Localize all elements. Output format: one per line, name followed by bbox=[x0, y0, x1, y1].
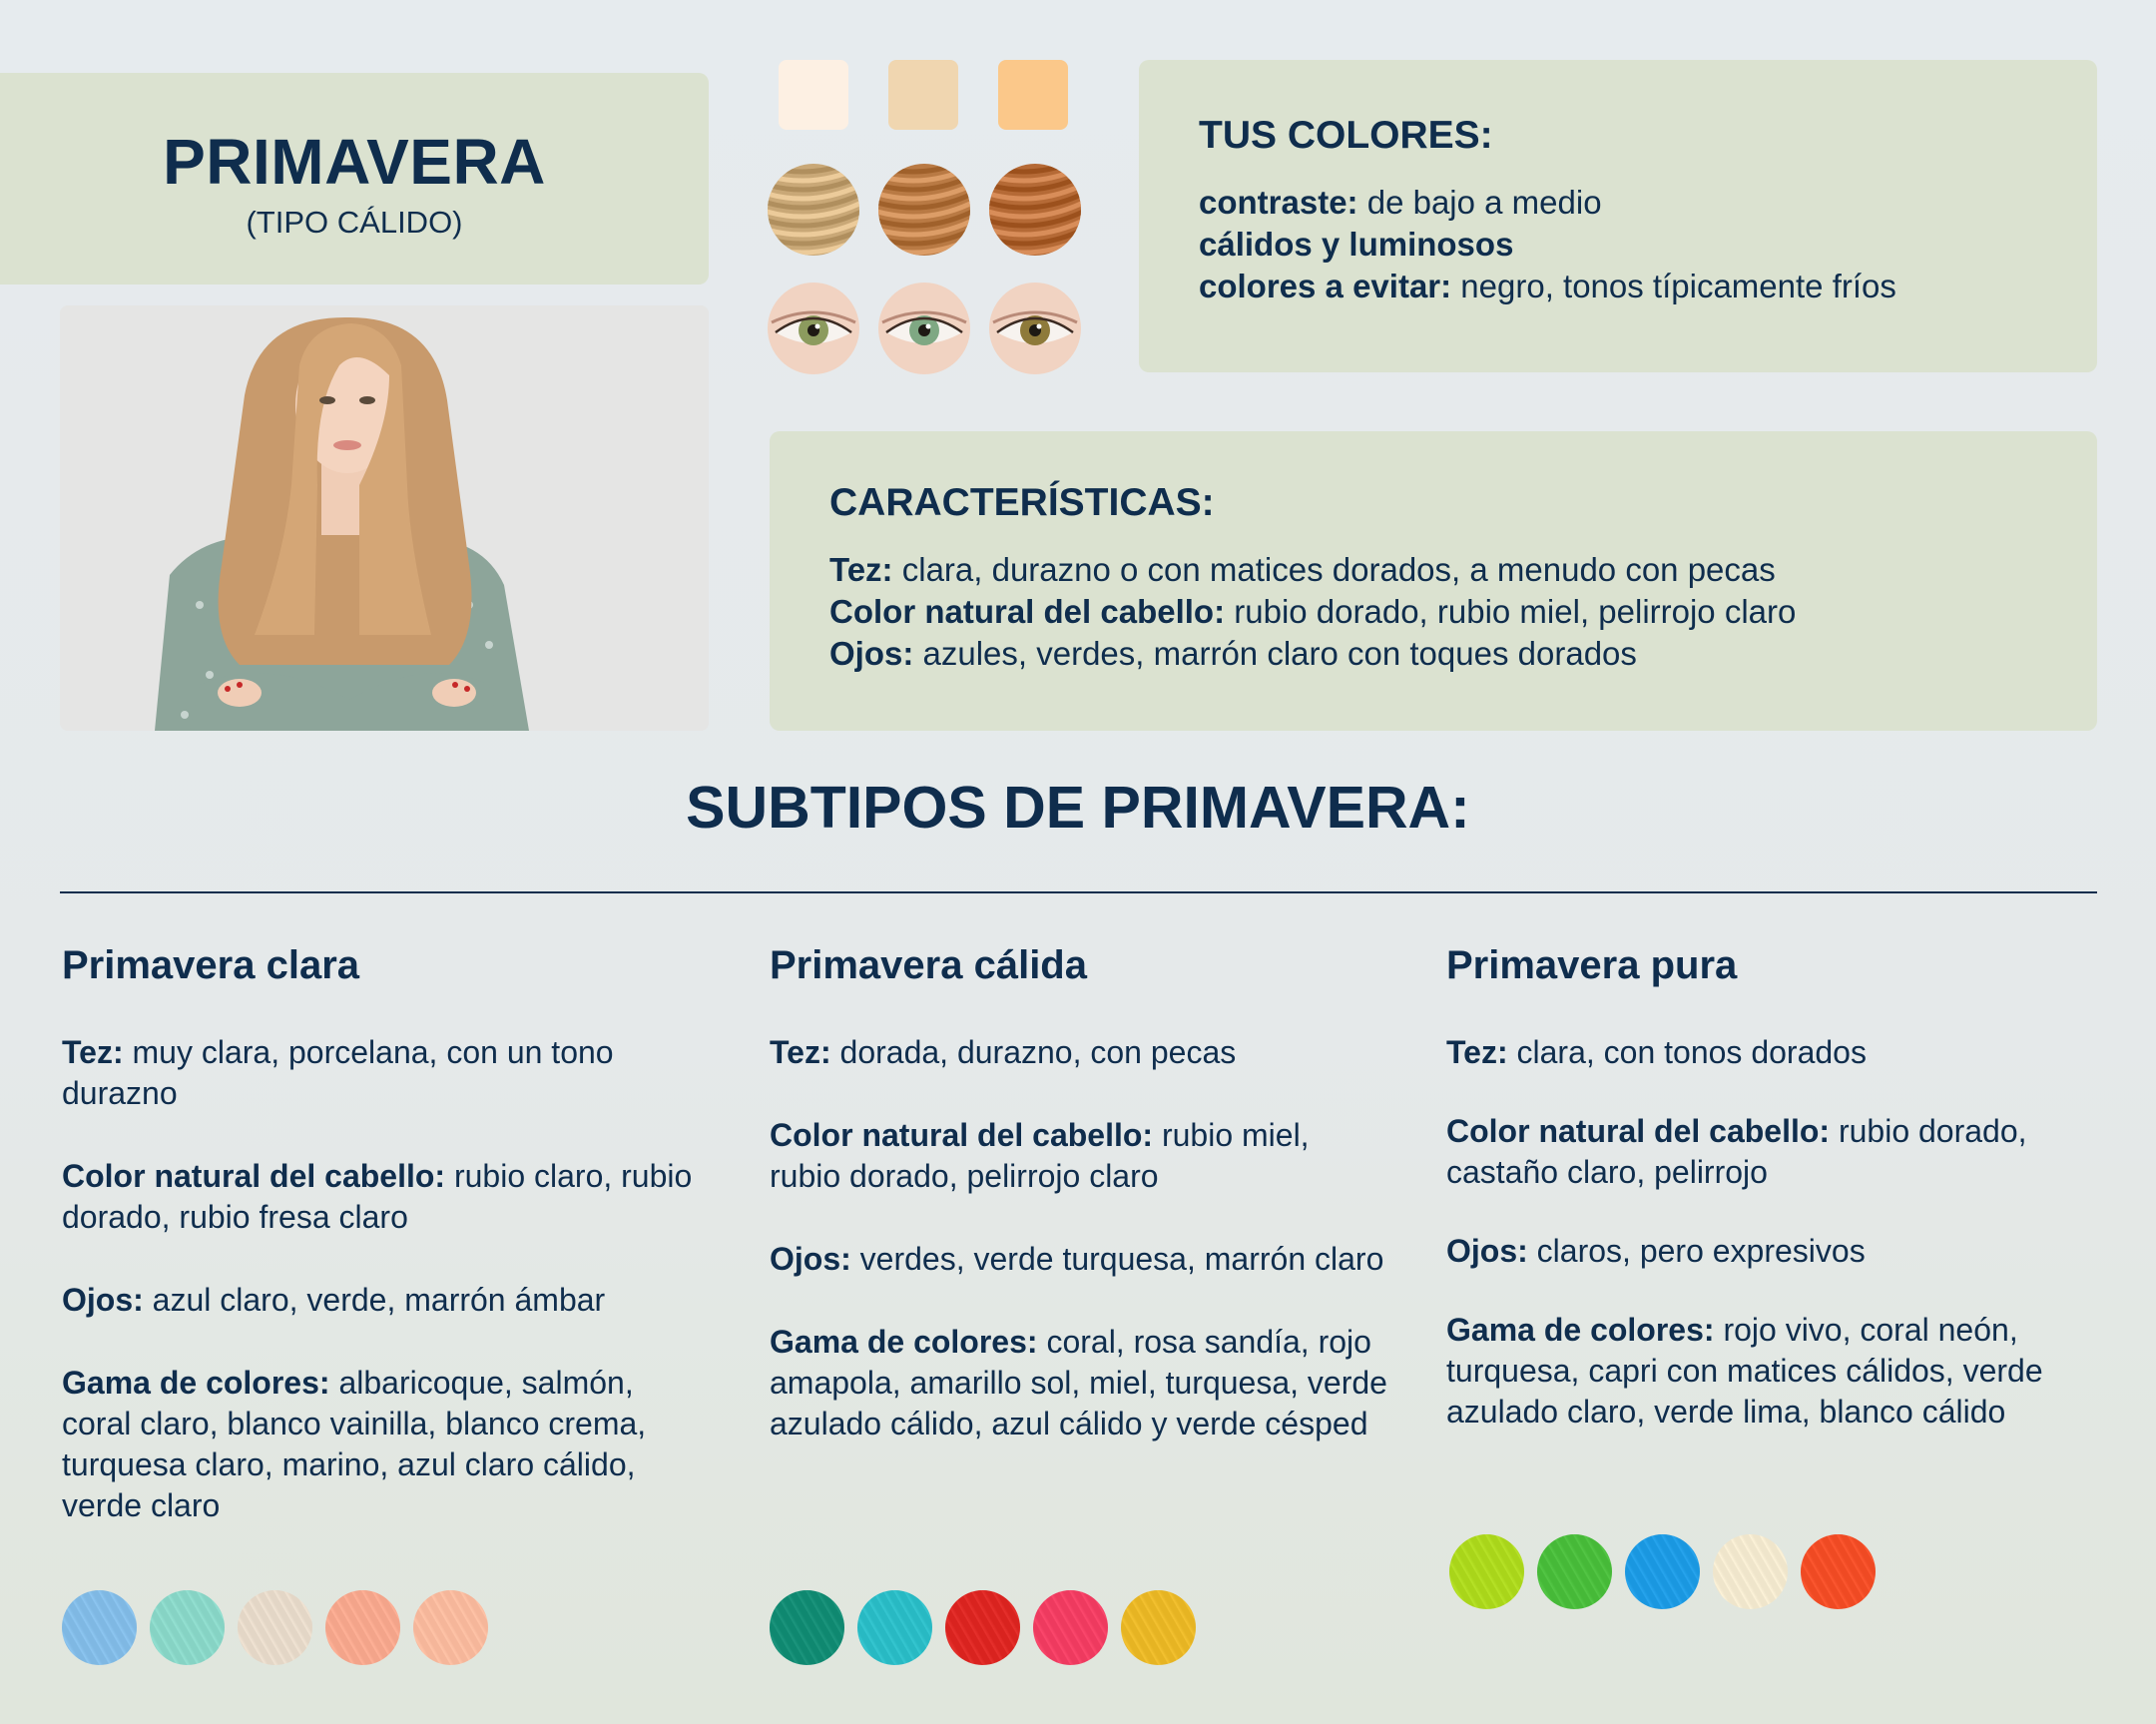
hair-copper-icon bbox=[989, 164, 1081, 256]
contrast-line bbox=[1199, 182, 2097, 224]
palette-value: coral, rosa sandía, rojo amapola, amarillo sol, miel, turquesa, verde azulado cálido, azul cálido y verde césped bbox=[770, 1324, 1387, 1441]
palette-dot bbox=[150, 1590, 225, 1665]
palette-dot bbox=[325, 1590, 400, 1665]
eyes-value: azul claro, verde, marrón ámbar bbox=[143, 1282, 606, 1318]
palette-dot bbox=[1713, 1534, 1788, 1609]
palette-dot bbox=[945, 1590, 1020, 1665]
subtype-hair bbox=[770, 1115, 1388, 1197]
portrait-photo bbox=[60, 305, 709, 731]
palette-dot bbox=[770, 1590, 844, 1665]
palette-label: Gama de colores: bbox=[770, 1324, 1038, 1360]
palette-label: Gama de colores: bbox=[62, 1365, 330, 1401]
hair-honey-icon bbox=[878, 164, 970, 256]
palette-dot bbox=[1801, 1534, 1876, 1609]
subtypes-heading: SUBTIPOS DE PRIMAVERA: bbox=[686, 775, 1470, 841]
hair-label: Color natural del cabello: bbox=[62, 1158, 446, 1194]
subtype-eyes bbox=[1446, 1231, 2095, 1272]
eyes-label: Ojos: bbox=[770, 1241, 851, 1277]
eyes-value: claros, pero expresivos bbox=[1527, 1233, 1866, 1269]
subtype-eyes bbox=[62, 1280, 711, 1321]
caracteristicas-panel bbox=[770, 431, 2097, 731]
palette-dot bbox=[413, 1590, 488, 1665]
subtype-column bbox=[770, 943, 1388, 1486]
hair-value: rubio dorado, rubio miel, pelirrojo claro bbox=[1225, 593, 1797, 630]
eyes-label: Ojos: bbox=[62, 1282, 144, 1318]
palette-dot bbox=[238, 1590, 312, 1665]
hair-value: rubio miel, rubio dorado, pelirrojo claro bbox=[770, 1117, 1310, 1194]
eye-turquoise-icon bbox=[878, 283, 970, 374]
hair-label: Color natural del cabello: bbox=[1446, 1113, 1831, 1149]
subtype-title: Primavera clara bbox=[62, 943, 360, 987]
eyes-line bbox=[829, 633, 2097, 675]
tez-value: clara, durazno o con matices dorados, a menudo con pecas bbox=[892, 551, 1776, 588]
tus-colores-heading: TUS COLORES: bbox=[1199, 114, 1493, 157]
subtype-hair bbox=[62, 1156, 711, 1238]
caracteristicas-heading: CARACTERÍSTICAS: bbox=[829, 481, 1215, 524]
skin-swatch bbox=[998, 60, 1068, 130]
eyes-label: Ojos: bbox=[829, 635, 914, 672]
subtype-tez bbox=[1446, 1032, 2095, 1073]
subtype-column bbox=[62, 943, 711, 1568]
eyes-value: azules, verdes, marrón claro con toques dorados bbox=[913, 635, 1637, 672]
avoid-label: colores a evitar: bbox=[1199, 268, 1452, 304]
subtype-hair bbox=[1446, 1111, 2095, 1193]
tez-value: clara, con tonos dorados bbox=[1507, 1034, 1867, 1070]
subtype-column bbox=[1446, 943, 2095, 1474]
skin-swatch bbox=[888, 60, 958, 130]
warm-label: cálidos y luminosos bbox=[1199, 226, 1514, 263]
avoid-value: negro, tonos típicamente fríos bbox=[1451, 268, 1896, 304]
tez-line bbox=[829, 549, 2097, 591]
page-title: PRIMAVERA bbox=[163, 126, 546, 198]
tez-label: Tez: bbox=[1446, 1034, 1508, 1070]
hair-line bbox=[829, 591, 2097, 633]
tez-label: Tez: bbox=[829, 551, 893, 588]
avoid-line bbox=[1199, 266, 2097, 307]
hair-value: rubio claro, rubio dorado, rubio fresa claro bbox=[62, 1158, 693, 1235]
contrast-label: contraste: bbox=[1199, 184, 1358, 221]
subtype-palette bbox=[62, 1363, 711, 1526]
tez-label: Tez: bbox=[62, 1034, 124, 1070]
palette-dot bbox=[1625, 1534, 1700, 1609]
tez-label: Tez: bbox=[770, 1034, 831, 1070]
palette-dot bbox=[62, 1590, 137, 1665]
subtype-palette bbox=[1446, 1310, 2095, 1433]
hair-label: Color natural del cabello: bbox=[829, 593, 1226, 630]
subtype-palette bbox=[770, 1322, 1388, 1444]
hair-light-blonde-icon bbox=[768, 164, 859, 256]
palette-dot bbox=[1449, 1534, 1524, 1609]
palette-dot bbox=[1537, 1534, 1612, 1609]
divider bbox=[60, 891, 2097, 893]
palette-dot bbox=[857, 1590, 932, 1665]
eye-amber-icon bbox=[989, 283, 1081, 374]
eye-green-icon bbox=[768, 283, 859, 374]
eyes-value: verdes, verde turquesa, marrón claro bbox=[850, 1241, 1384, 1277]
hair-value: rubio dorado, castaño claro, pelirrojo bbox=[1446, 1113, 2027, 1190]
palette-dot bbox=[1121, 1590, 1196, 1665]
page-subtitle: (TIPO CÁLIDO) bbox=[246, 205, 463, 240]
title-panel bbox=[0, 73, 709, 285]
eyes-label: Ojos: bbox=[1446, 1233, 1528, 1269]
palette-value: rojo vivo, coral neón, turquesa, capri con matices cálidos, verde azulado claro, verde lima, blanco cálido bbox=[1446, 1312, 2043, 1430]
palette-label: Gama de colores: bbox=[1446, 1312, 1715, 1348]
subtype-tez bbox=[62, 1032, 711, 1114]
warm-line bbox=[1199, 224, 2097, 266]
palette-value: albaricoque, salmón, coral claro, blanco vainilla, blanco crema, turquesa claro, marino, azul claro cálido, verde claro bbox=[62, 1365, 647, 1523]
tez-value: muy clara, porcelana, con un tono durazno bbox=[62, 1034, 614, 1111]
hair-label: Color natural del cabello: bbox=[770, 1117, 1154, 1153]
subtype-tez bbox=[770, 1032, 1388, 1073]
contrast-value: de bajo a medio bbox=[1357, 184, 1602, 221]
subtype-title: Primavera pura bbox=[1446, 943, 1738, 987]
skin-swatch bbox=[779, 60, 848, 130]
tus-colores-panel bbox=[1139, 60, 2097, 372]
palette-dot bbox=[1033, 1590, 1108, 1665]
tez-value: dorada, durazno, con pecas bbox=[830, 1034, 1237, 1070]
subtype-title: Primavera cálida bbox=[770, 943, 1087, 987]
subtype-eyes bbox=[770, 1239, 1388, 1280]
